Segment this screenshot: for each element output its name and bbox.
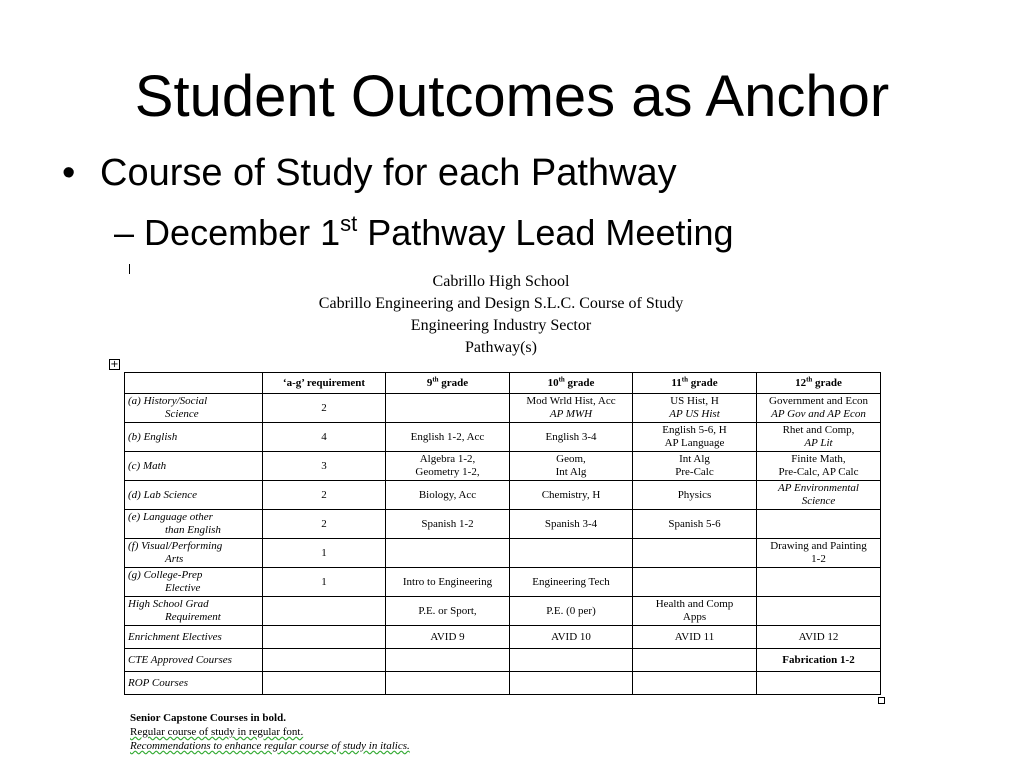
legend-regular-line: Regular course of study in regular font.: [130, 726, 304, 738]
requirement-cell: 2: [263, 481, 386, 510]
bullet-marker: •: [62, 152, 76, 194]
sub-bullet-suffix: Pathway Lead Meeting: [357, 212, 734, 253]
grade-10-cell: English 3-4: [510, 423, 633, 452]
grade-11-cell: [633, 568, 757, 597]
grade-11-cell: [633, 649, 757, 672]
grade-11-cell: Physics: [633, 481, 757, 510]
grade-12-cell: Drawing and Painting 1-2: [757, 539, 881, 568]
requirement-cell: 4: [263, 423, 386, 452]
grade-10-cell: [510, 672, 633, 695]
slide-title: Student Outcomes as Anchor: [134, 64, 890, 129]
sub-bullet-prefix: December 1: [144, 212, 341, 253]
header-grade-11: 11th grade: [633, 373, 757, 394]
subject-cell: High School Grad Requirement: [125, 597, 263, 626]
subject-cell: CTE Approved Courses: [125, 649, 263, 672]
grade-11-cell: [633, 539, 757, 568]
sub-bullet-sup: st: [340, 211, 358, 236]
industry-sector: Engineering Industry Sector: [410, 317, 592, 334]
grade-9-cell: AVID 9: [386, 626, 510, 649]
table-resize-handle-icon[interactable]: [878, 697, 885, 704]
text-cursor-mark: [129, 264, 130, 274]
table-row: [125, 597, 881, 626]
grade-10-cell: Mod Wrld Hist, Acc AP MWH: [510, 394, 633, 423]
grade-10-cell: Spanish 3-4: [510, 510, 633, 539]
grade-12-cell: [757, 510, 881, 539]
header-grade-12: 12th grade: [757, 373, 881, 394]
grade-10-cell: [510, 649, 633, 672]
requirement-cell: [263, 649, 386, 672]
grade-12-cell: Finite Math, Pre-Calc, AP Calc: [757, 452, 881, 481]
requirement-cell: 1: [263, 568, 386, 597]
subject-cell: Enrichment Electives: [125, 626, 263, 649]
grade-11-cell: [633, 672, 757, 695]
grade-9-cell: [386, 672, 510, 695]
course-of-study-title: Cabrillo Engineering and Design S.L.C. Course of Study: [318, 295, 684, 312]
header-grade-10: 10th grade: [510, 373, 633, 394]
requirement-cell: [263, 626, 386, 649]
subject-cell: (a) History/Social Science: [125, 394, 263, 423]
requirement-cell: 2: [263, 394, 386, 423]
grade-11-cell: English 5-6, H AP Language: [633, 423, 757, 452]
grade-10-cell: Geom, Int Alg: [510, 452, 633, 481]
table-row: [125, 481, 881, 510]
subject-cell: (f) Visual/Performing Arts: [125, 539, 263, 568]
table-move-handle-icon[interactable]: +: [110, 359, 119, 370]
requirement-cell: [263, 597, 386, 626]
requirement-cell: [263, 672, 386, 695]
grade-11-cell: Int Alg Pre-Calc: [633, 452, 757, 481]
grade-11-cell: Spanish 5-6: [633, 510, 757, 539]
grade-9-cell: Biology, Acc: [386, 481, 510, 510]
bullet-course-of-study: [62, 150, 677, 196]
grade-9-cell: English 1-2, Acc: [386, 423, 510, 452]
subject-cell: (b) English: [125, 423, 263, 452]
grade-12-cell: Fabrication 1-2: [757, 649, 881, 672]
header-grade-9: 9th grade: [386, 373, 510, 394]
sub-bullet-meeting: [114, 210, 734, 256]
legend-bold-line: Senior Capstone Courses in bold.: [130, 712, 286, 724]
grade-9-cell: [386, 649, 510, 672]
grade-12-cell: Government and Econ AP Gov and AP Econ: [757, 394, 881, 423]
table-row: [125, 510, 881, 539]
grade-9-cell: [386, 539, 510, 568]
table-row: [125, 568, 881, 597]
table-row: [125, 672, 881, 695]
grade-11-cell: Health and Comp Apps: [633, 597, 757, 626]
grade-12-cell: AVID 12: [757, 626, 881, 649]
bullet-text: Course of Study for each Pathway: [100, 152, 677, 194]
requirement-cell: 1: [263, 539, 386, 568]
subject-cell: (g) College-Prep Elective: [125, 568, 263, 597]
grade-12-cell: Rhet and Comp, AP Lit: [757, 423, 881, 452]
grade-10-cell: P.E. (0 per): [510, 597, 633, 626]
grade-12-cell: [757, 568, 881, 597]
header-subject: [125, 373, 263, 394]
sub-bullet-dash: –: [114, 212, 135, 253]
grade-9-cell: Spanish 1-2: [386, 510, 510, 539]
subject-cell: (c) Math: [125, 452, 263, 481]
grade-9-cell: Algebra 1-2, Geometry 1-2,: [386, 452, 510, 481]
course-of-study-table: [124, 372, 881, 695]
table-header-row: [125, 373, 881, 394]
requirement-cell: 2: [263, 510, 386, 539]
grade-12-cell: [757, 672, 881, 695]
legend-italic-line: Recommendations to enhance regular course of study in italics.: [130, 740, 410, 752]
grade-11-cell: AVID 11: [633, 626, 757, 649]
grade-9-cell: [386, 394, 510, 423]
table-legend: [130, 711, 410, 753]
table-row: [125, 649, 881, 672]
document-heading: [200, 271, 802, 359]
table-row: [125, 394, 881, 423]
school-name: Cabrillo High School: [432, 273, 570, 290]
subject-cell: (d) Lab Science: [125, 481, 263, 510]
grade-12-cell: AP Environmental Science: [757, 481, 881, 510]
requirement-cell: 3: [263, 452, 386, 481]
grade-11-cell: US Hist, H AP US Hist: [633, 394, 757, 423]
table-row: [125, 626, 881, 649]
grade-10-cell: Chemistry, H: [510, 481, 633, 510]
grade-10-cell: [510, 539, 633, 568]
grade-10-cell: AVID 10: [510, 626, 633, 649]
grade-9-cell: Intro to Engineering: [386, 568, 510, 597]
subject-cell: (e) Language other than English: [125, 510, 263, 539]
grade-9-cell: P.E. or Sport,: [386, 597, 510, 626]
table-row: [125, 452, 881, 481]
subject-cell: ROP Courses: [125, 672, 263, 695]
grade-12-cell: [757, 597, 881, 626]
pathways-label: Pathway(s): [465, 339, 537, 356]
table-row: [125, 423, 881, 452]
grade-10-cell: Engineering Tech: [510, 568, 633, 597]
table-row: [125, 539, 881, 568]
header-requirement: ‘a-g’ requirement: [263, 373, 386, 394]
